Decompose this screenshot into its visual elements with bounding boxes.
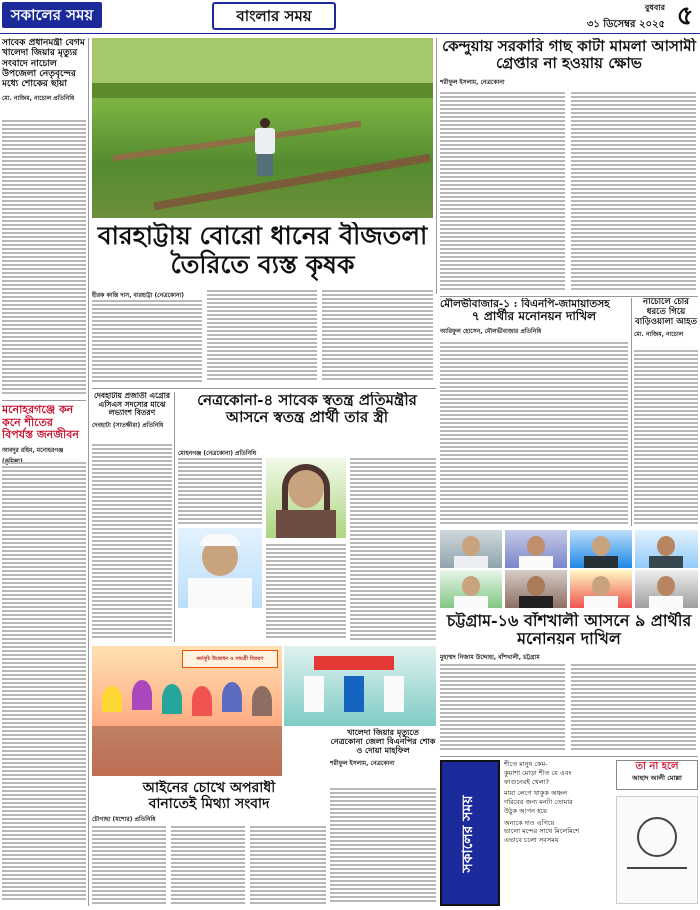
- boro-byline: হীরক কান্তি দাস, বারহাট্টা (নেত্রকোনা): [92, 292, 185, 299]
- candidate-photo: [440, 530, 502, 568]
- chattogram-body-col1: [440, 664, 565, 752]
- false-news-headline-line1: আইনের চোখে অপরাধী: [142, 780, 276, 796]
- keonjhor-body-col2: [571, 92, 696, 292]
- boro-body-col2: [207, 290, 317, 385]
- moulvibazar-byline: আরিফুল হোসেন, মৌলভীবাজার প্রতিনিধি: [440, 327, 542, 335]
- center-rule-1: [92, 388, 436, 389]
- poem-lines: [504, 760, 612, 906]
- debhata-byline: দেবহাটা (সাতক্ষীরা) প্রতিনিধি: [92, 421, 164, 429]
- keonjhor-headline: কেন্দুয়ায় সরকারি গাছ কাটা মামলা আসামী গ্রেপ্তার না হওয়ায় ক্ষোভ: [442, 38, 696, 73]
- netrokona4-headline-line1: নেত্রকোনা-৪ সাবেক স্বতন্ত্র প্রতিমন্ত্রীর: [197, 392, 417, 409]
- winter-headline: মনোহরগঞ্জে কন কনে শীতের বিপর্যস্ত জনজীবন: [2, 404, 79, 442]
- masthead: [0, 0, 700, 34]
- poem-line: কুয়াশা মোড়া শীত যে এবং: [504, 768, 572, 777]
- logo-text: সকালের সময়: [10, 6, 94, 24]
- candidate-photo: [570, 570, 632, 608]
- false-news-body-col3: [250, 826, 326, 906]
- nachole-thief-byline: মো. নাজিম, নাচোল: [634, 331, 684, 339]
- moulvibazar-headline-line1: মৌলভীবাজার-১ : বিএনপি-জামায়াতসহ: [440, 298, 610, 310]
- center-right-rule: [436, 38, 437, 294]
- moulvibazar-headline-line2: ৭ প্রার্থীর মনোনয়ন দাখিল: [471, 309, 597, 324]
- poem-line: শীতে মানুষ কেম-: [504, 760, 548, 768]
- candidate-photo: [505, 530, 567, 568]
- netrokona4-headline-line2: আসনে স্বতন্ত্র প্রার্থী তার স্ত্রী: [225, 408, 389, 427]
- khaleda-tribute-headline: সাবেক প্রধানমন্ত্রী বেগম খালেদা জিয়ার মৃত্যুর সংবাদে নাচোল উপজেলা নেতৃবৃন্দের মধ্যে শোকের ছায়া: [2, 38, 85, 90]
- right-bottom-rule: [440, 756, 698, 757]
- khaleda-tribute-body: [2, 120, 86, 398]
- poem-header: [616, 760, 698, 790]
- candidate-photo-grid: [440, 530, 698, 608]
- section-label: বাংলার সময়: [236, 7, 312, 25]
- story-moulvibazar: [440, 298, 628, 526]
- poem-line: গরিবের জন্য মনটা তোমার: [504, 798, 573, 807]
- poem-box: [504, 760, 698, 906]
- masthead-dateblock: [555, 2, 665, 32]
- story-false-news: [92, 780, 326, 906]
- story-winter: [2, 404, 86, 904]
- poem-illustration: [616, 796, 698, 904]
- keonjhor-byline: শরীফুল ইসলাম, নেত্রকোনা: [440, 78, 505, 86]
- poem-title: তা না হলে: [635, 761, 679, 772]
- netrokona4-body: [178, 448, 436, 642]
- story-keonjhor: [440, 38, 698, 294]
- boro-headline-line1: বারহাট্টায় বোরো ধানের বীজতলা: [97, 222, 428, 250]
- masthead-rule: [0, 33, 700, 34]
- farmer-figure: [252, 118, 278, 178]
- boro-headline-line2: তৈরিতে ব্যস্ত কৃষক: [170, 249, 355, 279]
- poem-line: এভাবে চলো সবসময়: [504, 836, 559, 845]
- chattogram-body-col2: [571, 664, 696, 752]
- story-chattogram: [440, 612, 698, 752]
- chattogram-headline: চট্টগ্রাম-১৬ বাঁশখালী আসনে ৯ প্রার্থীর মনোনয়ন দাখিল: [446, 612, 692, 649]
- boro-body: [92, 290, 433, 385]
- nachole-thief-body: [634, 350, 698, 526]
- masthead-logo: [2, 2, 102, 28]
- debhata-body: [92, 444, 172, 640]
- debhata-headline: দেবহাটায় প্রজাতী এগ্রোর এসিএস সদস্যের মাঝে লভ্যাংশ বিতরণ: [93, 392, 171, 418]
- event-photo: [92, 646, 282, 776]
- poem-line: মায়া লেগে থাকুক অঞ্চল: [504, 789, 568, 798]
- boro-body-col3: [322, 290, 433, 385]
- netrokona4-body-col3: [350, 458, 436, 642]
- netrokona4-body-col1: [178, 458, 262, 528]
- poem-line: অন্যকে দাও এগিয়ে: [504, 818, 555, 827]
- poem-line: উঠুক আপন হয়ে: [504, 806, 547, 815]
- story-condolence: [330, 728, 436, 906]
- section-tab: [212, 2, 336, 30]
- condolence-body: [330, 788, 436, 906]
- moulvibazar-body: [440, 342, 628, 526]
- false-news-headline-line2: বানাতেই মিথ্যা সংবাদ: [148, 796, 270, 813]
- winter-body: [2, 462, 86, 902]
- ad-box-text: সকালের সময়: [460, 795, 476, 873]
- candidate-photo: [570, 530, 632, 568]
- masthead-day: বুধবার: [644, 3, 665, 12]
- poem-line: ফাগুনেরই খেলা?: [504, 777, 549, 786]
- debhata-rule: [174, 392, 175, 642]
- netrokona4-byline: মোহনগঞ্জ (নেত্রকোনা) প্রতিনিধি: [178, 450, 257, 457]
- candidate-photo: [635, 570, 698, 608]
- khaleda-tribute-byline: মো. নাজিম, নাচোল প্রতিনিধি: [2, 94, 75, 102]
- chattogram-byline: মুহাম্মদ নিজাম উদ্দোহা, বাঁশখালী, চট্টগ্রাম: [440, 653, 540, 661]
- nachole-thief-headline: নাচোলে চোর ধরতে গিয়ে বাড়িওয়ালা আহত: [635, 298, 697, 327]
- false-news-byline: চৌগাছা (যশোর) প্রতিনিধি: [92, 816, 156, 824]
- right-top-rule: [440, 296, 698, 297]
- moulvi-nachole-rule: [631, 298, 632, 526]
- ad-box: [440, 760, 500, 906]
- netrokona4-photo-male: [178, 528, 262, 608]
- candidate-photo: [505, 570, 567, 608]
- left-column-rule: [88, 38, 89, 906]
- netrokona4-body-col2: [266, 544, 346, 642]
- netrokona4-photo-female: [266, 458, 346, 538]
- left-divider: [2, 400, 86, 401]
- event-photo-2: [284, 646, 436, 726]
- story-nachole-thief: [634, 298, 698, 526]
- story-boro: [92, 222, 433, 284]
- event-banner: কর্মসূচি উদ্বোধন ও সামগ্রী বিতরণ: [182, 650, 278, 668]
- story-netrokona4: [178, 392, 436, 444]
- condolence-headline: খালেদা জিয়ার মৃত্যুতে নেত্রকোনা জেলা বিএনপির শোক ও দোয়া মাহফিল: [330, 728, 436, 756]
- story-khaleda-tribute: [2, 38, 86, 398]
- candidate-photo: [440, 570, 502, 608]
- winter-byline: আবদুর রহিম, মনোহরগঞ্জ: [2, 446, 64, 454]
- page-number: ৫: [676, 1, 694, 31]
- false-news-body-col1: [92, 826, 166, 906]
- keonjhor-body-col1: [440, 92, 565, 292]
- boro-body-col1: [92, 300, 202, 385]
- poem-line: ভালো মন্দের সাথে মিলেমিশে: [504, 827, 580, 836]
- candidate-photo: [635, 530, 698, 568]
- story-debhata: [92, 392, 172, 642]
- boro-field-photo: [92, 38, 433, 218]
- false-news-body-col2: [171, 826, 245, 906]
- poem-author: আহাদ আলী মোল্লা: [632, 773, 682, 782]
- condolence-byline: শরীফুল ইসলাম, নেত্রকোনা: [330, 759, 395, 767]
- masthead-date: ৩১ ডিসেম্বর ২০২৫: [586, 19, 665, 30]
